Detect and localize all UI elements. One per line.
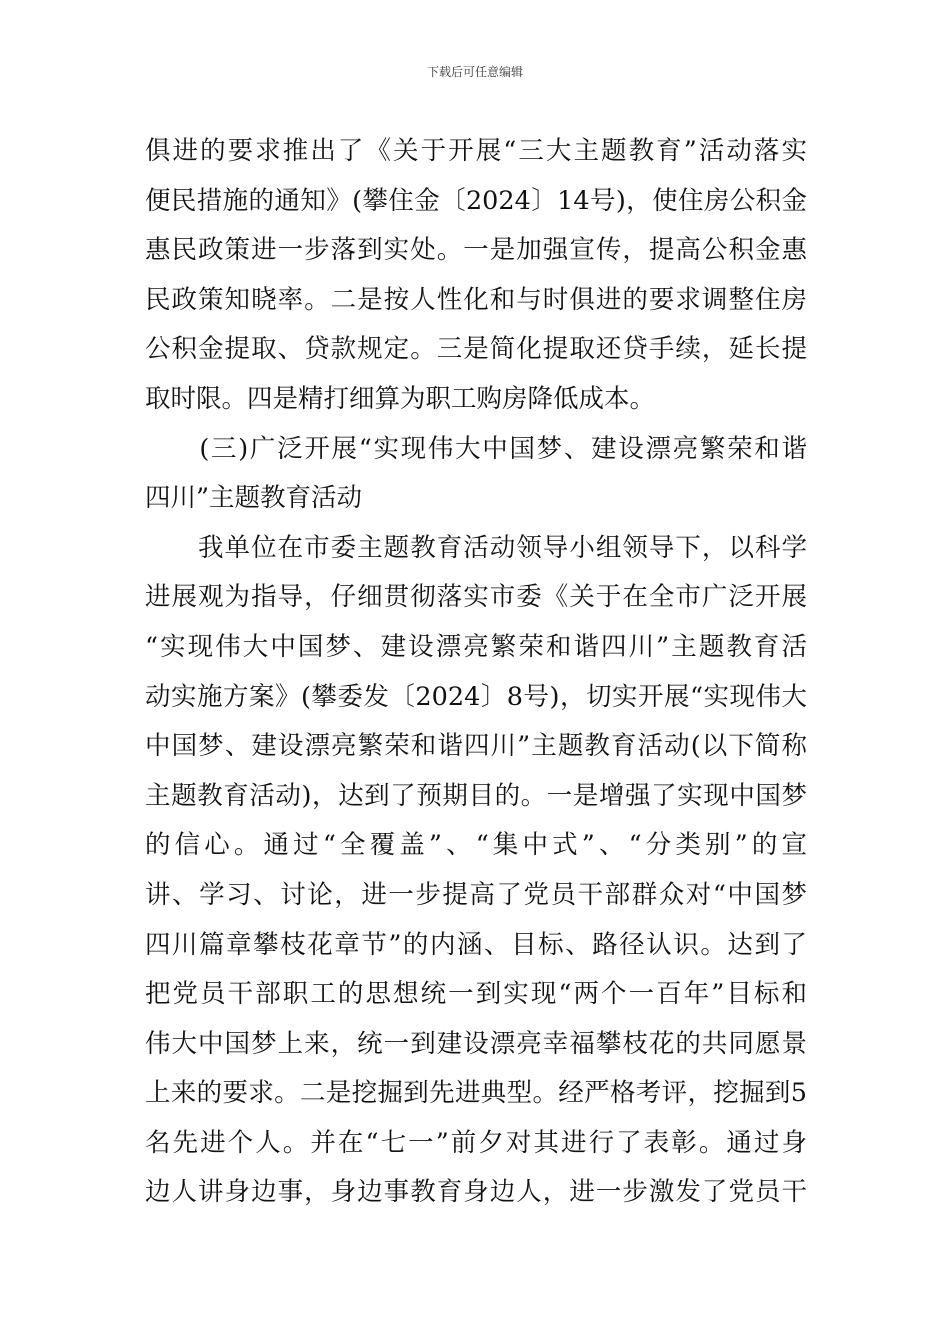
text-line: 讲、学习、讨论，进一步提高了党员干部群众对“中国梦 — [145, 879, 807, 910]
section-heading-line: 四川”主题教育活动 — [145, 483, 363, 514]
text-line: 把党员干部职工的思想统一到实现“两个一百年”目标和 — [145, 979, 807, 1010]
text-line: 上来的要求。二是挖掘到先进典型。经严格考评，挖掘到5 — [145, 1078, 807, 1109]
text-line: 四川篇章攀枝花章节”的内涵、目标、路径认识。达到了 — [145, 929, 807, 960]
text-line: 进展观为指导，仔细贯彻落实市委《关于在全市广泛开展 — [145, 582, 807, 613]
body-text — [145, 127, 807, 1218]
text-line: 主题教育活动)，达到了预期目的。一是增强了实现中国梦 — [145, 780, 807, 811]
text-line: 俱进的要求推出了《关于开展“三大主题教育”活动落实 — [145, 136, 807, 166]
text-line: 民政策知晓率。二是按人性化和与时俱进的要求调整住房 — [145, 284, 807, 315]
text-line: 边人讲身边事，身边事教育身边人，进一步激发了党员干 — [145, 1177, 807, 1208]
text-line: 取时限。四是精打细算为职工购房降低成本。 — [145, 383, 656, 414]
text-line: 便民措施的通知》(攀住金〔2024〕14号)，使住房公积金 — [145, 185, 807, 216]
text-line: 的信心。通过“全覆盖”、“集中式”、“分类别”的宣 — [145, 830, 807, 861]
text-line: 动实施方案》(攀委发〔2024〕8号)，切实开展“实现伟大 — [145, 681, 807, 712]
text-line: 中国梦、建设漂亮繁荣和谐四川”主题教育活动(以下简称 — [145, 731, 807, 762]
text-line: 名先进个人。并在“七一”前夕对其进行了表彰。通过身 — [145, 1127, 807, 1158]
text-line: 伟大中国梦上来，统一到建设漂亮幸福攀枝花的共同愿景 — [145, 1028, 807, 1059]
page-header: 下载后可任意编辑 — [426, 65, 523, 79]
text-line: “实现伟大中国梦、建设漂亮繁荣和谐四川”主题教育活 — [145, 631, 807, 662]
text-line: 公积金提取、贷款规定。三是简化提取还贷手续，延长提 — [145, 334, 807, 365]
text-line: 我单位在市委主题教育活动领导小组领导下，以科学 — [145, 532, 807, 563]
text-line: 惠民政策进一步落到实处。一是加强宣传，提高公积金惠 — [145, 235, 807, 266]
section-heading-line: (三)广泛开展“实现伟大中国梦、建设漂亮繁荣和谐 — [145, 433, 807, 464]
